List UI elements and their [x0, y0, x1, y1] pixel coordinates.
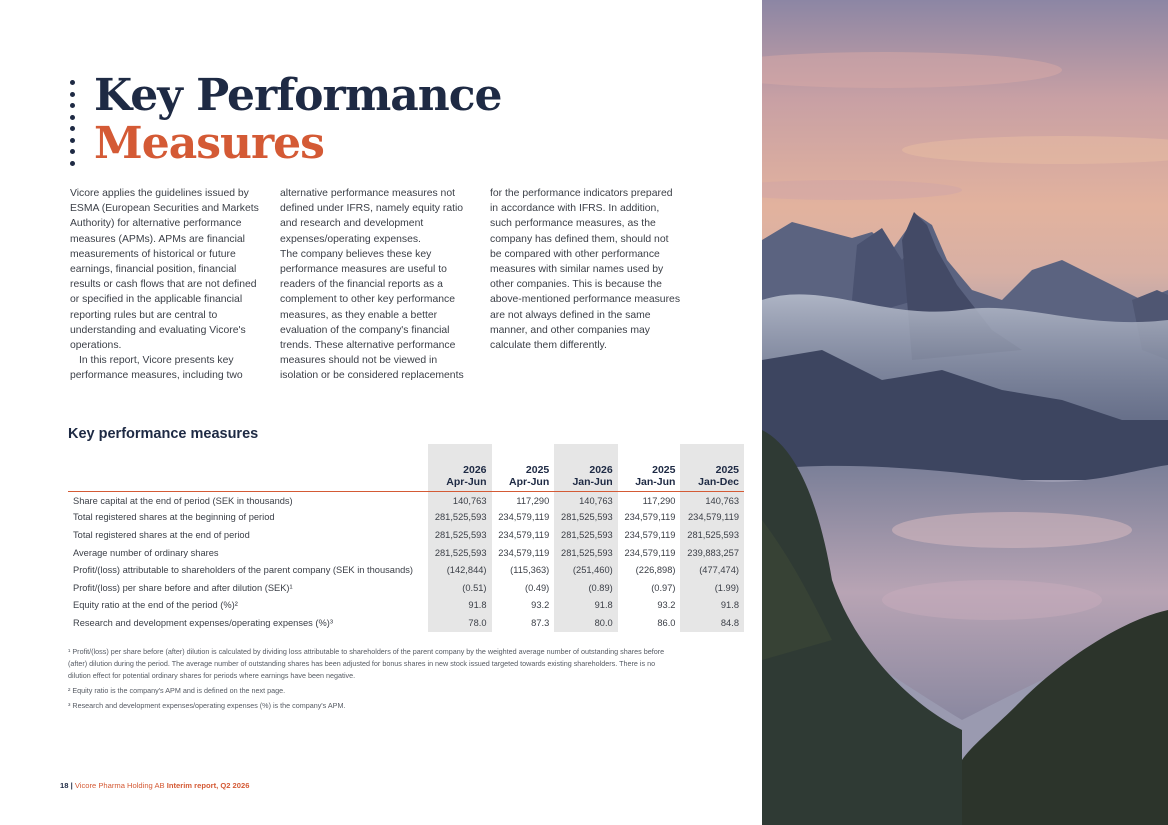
table-cell: (226,898)	[635, 565, 676, 576]
table-cell: 86.0	[657, 617, 676, 628]
page-title	[94, 72, 502, 168]
intro-paragraph: Vicore applies the guidelines issued by ESMA (European Securities and Markets Authority) for alternative performance measures (APMs). APMs are financial measurements of historical or future earnings, financial position, financial results or cash flows that are not defined or specified in the applicable financial reporting rules but are central to understanding and evaluating Vicore's operations.	[70, 188, 259, 352]
row-label: Profit/(loss) per share before and after dilution (SEK)¹	[73, 582, 293, 593]
decorative-dot-column	[70, 80, 76, 172]
table-cell: (0.97)	[651, 582, 676, 593]
footnotes	[68, 646, 678, 715]
column-header: 2025 Apr-Jun	[492, 444, 555, 491]
table-cell: 80.0	[554, 614, 617, 632]
table-cell: 281,525,593	[428, 544, 491, 562]
footnote-1: ¹ Profit/(loss) per share before (after) dilution is calculated by dividing loss attributable to shareholders of the parent company by the weighted average number of outstanding shares before (after) dilution during the period. The average number of outstanding shares has been adjusted for bonus shares in new stock issued targeted towards existing shareholders. There is no dilution effect for potential ordinary shares for periods where earnings have been negative.	[68, 647, 665, 680]
table-row	[68, 491, 744, 509]
table-cell: 234,579,119	[498, 512, 550, 523]
table-header-label	[68, 444, 428, 491]
table-cell: (115,363)	[510, 565, 550, 576]
table-cell: 117,290	[516, 496, 550, 507]
table-cell: 281,525,593	[554, 526, 617, 544]
table-cell: (251,460)	[554, 561, 617, 579]
table-row	[68, 597, 744, 615]
table-cell: 234,579,119	[498, 547, 550, 558]
table-cell: 281,525,593	[428, 509, 491, 527]
table-cell: (0.49)	[524, 582, 550, 593]
intro-paragraph: alternative performance measures not defined under IFRS, namely equity ratio and research and development expenses/operating expenses.	[280, 188, 464, 245]
table-cell: (0.51)	[428, 579, 491, 597]
row-label: Profit/(loss) attributable to shareholders of the parent company (SEK in thousands)	[73, 565, 414, 576]
table-header-row	[68, 444, 744, 491]
row-label: Equity ratio at the end of the period (%)²	[73, 600, 238, 611]
table-cell: 281,525,593	[554, 509, 617, 527]
page-title-line-1: Key Performance	[94, 70, 502, 121]
table-row	[68, 579, 744, 597]
table-cell: 239,883,257	[680, 544, 744, 562]
table-title: Key performance measures	[68, 426, 259, 442]
table-cell: 234,579,119	[624, 512, 676, 523]
table-cell: 140,763	[428, 491, 491, 509]
table-row	[68, 544, 744, 562]
column-header: 2026 Jan-Jun	[554, 444, 617, 491]
table-cell: 84.8	[680, 614, 744, 632]
footer-company: Vicore Pharma Holding AB	[74, 781, 165, 790]
footer-report: Interim report, Q2 2026	[166, 781, 250, 790]
row-label: Research and development expenses/operating expenses (%)³	[73, 617, 333, 628]
table-cell: (0.89)	[554, 579, 617, 597]
row-label: Share capital at the end of period (SEK in thousands)	[73, 496, 293, 507]
table-cell: 140,763	[554, 491, 617, 509]
intro-column-1	[70, 186, 262, 384]
table-cell: 91.8	[428, 597, 491, 615]
row-label: Total registered shares at the beginning of period	[73, 512, 275, 523]
table-row	[68, 526, 744, 544]
table-cell: 140,763	[680, 491, 744, 509]
footer-separator: |	[70, 781, 73, 790]
intro-column-2	[280, 186, 472, 384]
intro-text	[70, 186, 682, 384]
table-cell: 91.8	[680, 597, 744, 615]
footnote-2: ² Equity ratio is the company's APM and is defined on the next page.	[68, 686, 286, 695]
column-header: 2026 Apr-Jun	[428, 444, 491, 491]
page-title-line-2: Measures	[94, 118, 324, 169]
row-label: Total registered shares at the end of period	[73, 529, 250, 540]
table-cell: 234,579,119	[624, 547, 676, 558]
table-cell: 281,525,593	[680, 526, 744, 544]
intro-paragraph: In this report, Vicore presents key performance measures, including two	[70, 355, 243, 382]
table-cell: 234,579,119	[680, 509, 744, 527]
page-number: 18	[60, 781, 69, 790]
kpi-table	[68, 444, 744, 632]
table-cell: 281,525,593	[428, 526, 491, 544]
mountain-fjord-photo	[762, 0, 1168, 825]
table-cell: 234,579,119	[498, 529, 550, 540]
table-cell: (1.99)	[680, 579, 744, 597]
row-label: Average number of ordinary shares	[73, 547, 219, 558]
table-cell: 117,290	[642, 496, 676, 507]
column-header: 2025 Jan-Jun	[618, 444, 681, 491]
table-row	[68, 509, 744, 527]
table-cell: 93.2	[531, 600, 550, 611]
table-row	[68, 614, 744, 632]
footnote-3: ³ Research and development expenses/operating expenses (%) is the company's APM.	[68, 701, 346, 710]
table-cell: (142,844)	[428, 561, 491, 579]
table-row	[68, 561, 744, 579]
intro-column-3	[490, 186, 682, 384]
table-cell: 78.0	[428, 614, 491, 632]
page-footer	[60, 781, 249, 790]
table-cell: 87.3	[531, 617, 550, 628]
intro-paragraph: The company believes these key performance measures are useful to readers of the financial reports as a complement to other key performance measures, as they enable a better evaluation of the company's financial trends. These alternative performance measures should not be viewed in isolation or be considered replacements	[280, 248, 464, 382]
column-header: 2025 Jan-Dec	[680, 444, 744, 491]
table-cell: 91.8	[554, 597, 617, 615]
table-cell: (477,474)	[680, 561, 744, 579]
table-cell: 93.2	[657, 600, 676, 611]
table-cell: 281,525,593	[554, 544, 617, 562]
intro-paragraph: for the performance indicators prepared in accordance with IFRS. In addition, such performance measures, as the company has defined them, should not be compared with other performance measures with similar names used by other companies. This is because the above-mentioned performance measures are not always defined in the same manner, and other companies may calculate them differently.	[490, 188, 681, 352]
table-cell: 234,579,119	[624, 529, 676, 540]
